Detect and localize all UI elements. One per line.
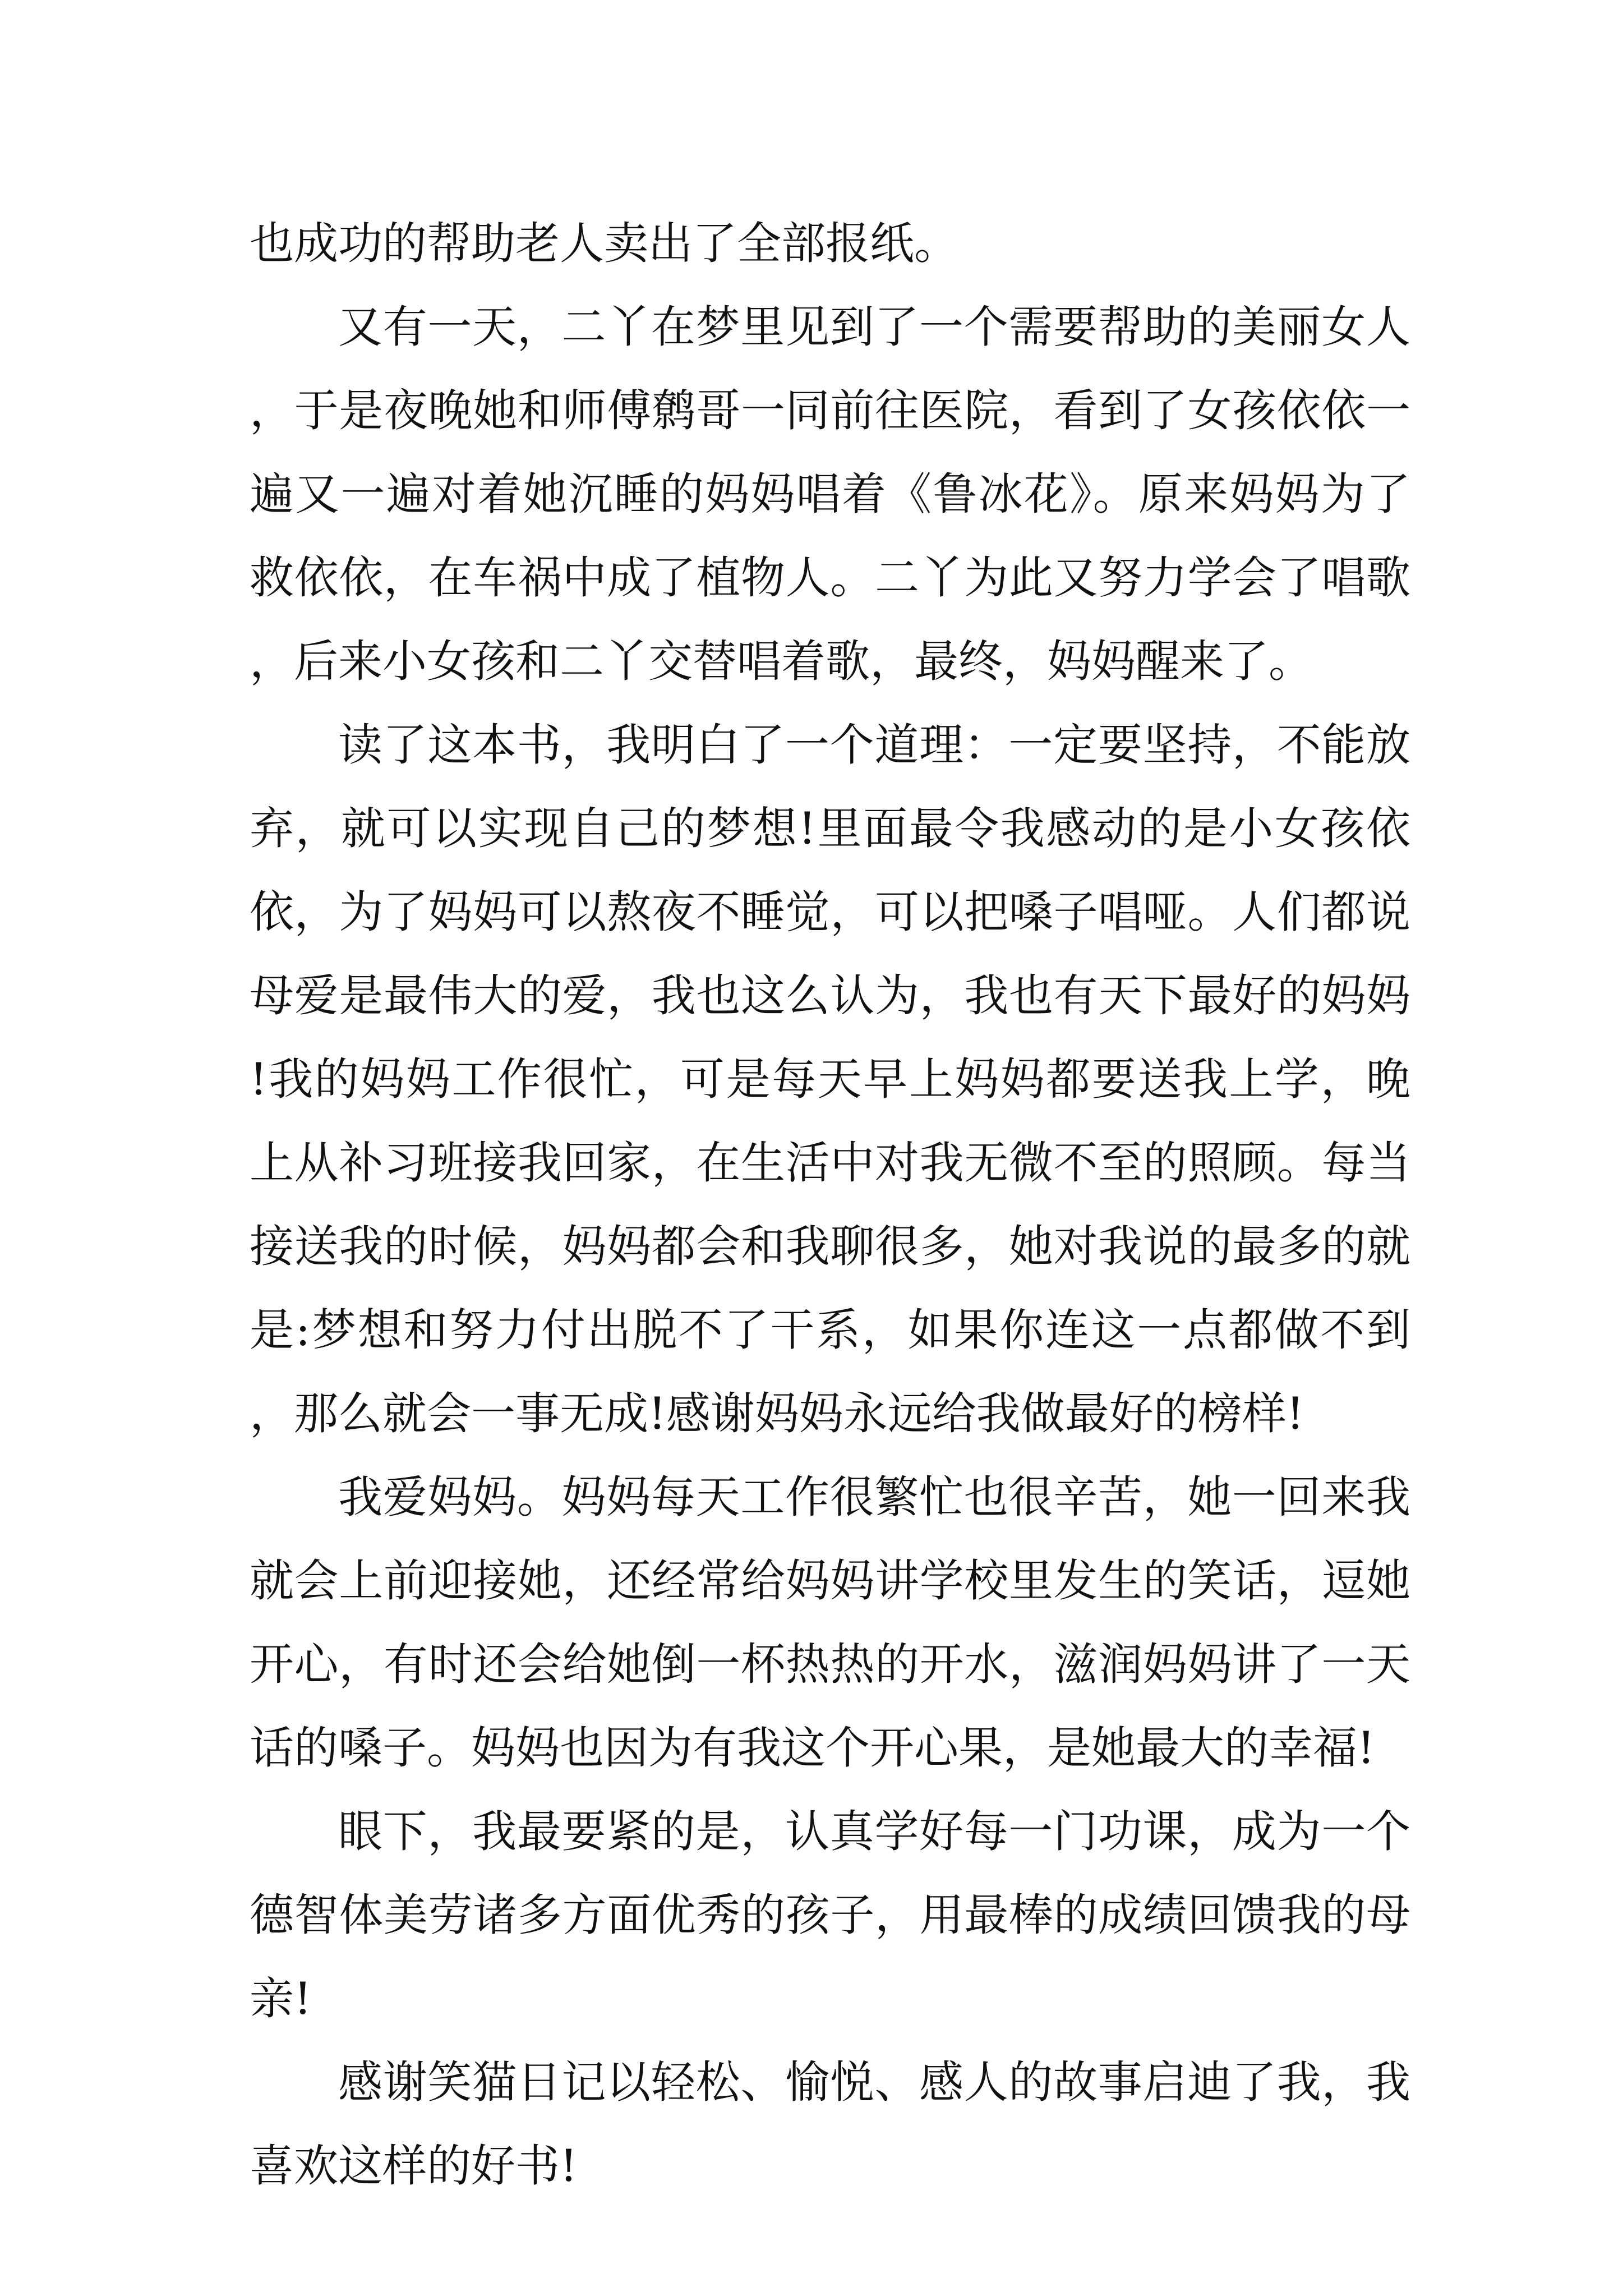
paragraph-5: 眼下，我最要紧的是，认真学好每一门功课，成为一个德智体美劳诸多方面优秀的孩子，用最棒的成绩回馈我的母亲! bbox=[250, 1806, 1410, 2024]
document-body bbox=[250, 202, 1410, 2208]
paragraph-3: 读了这本书，我明白了一个道理：一定要坚持，不能放弃，就可以实现自己的梦想!里面最令我感动的是小女孩依依，为了妈妈可以熬夜不睡觉，可以把嗓子唱哑。人们都说母爱是最伟大的爱，我也这么认为，我也有天下最好的妈妈!我的妈妈工作很忙，可是每天早上妈妈都要送我上学，晚上从补习班接我回家，在生活中对我无微不至的照顾。每当接送我的时候，妈妈都会和我聊很多，她对我说的最多的就是:梦想和努力付出脱不了干系，如果你连这一点都做不到，那么就会一事无成!感谢妈妈永远给我做最好的榜样! bbox=[250, 719, 1410, 1439]
paragraph-4: 我爱妈妈。妈妈每天工作很繁忙也很辛苦，她一回来我就会上前迎接她，还经常给妈妈讲学校里发生的笑话，逗她开心，有时还会给她倒一杯热热的开水，滋润妈妈讲了一天话的嗓子。妈妈也因为有我这个开心果，是她最大的幸福! bbox=[250, 1471, 1410, 1774]
paragraph-1: 也成功的帮助老人卖出了全部报纸。 bbox=[250, 218, 958, 269]
paragraph-2: 又有一天，二丫在梦里见到了一个需要帮助的美丽女人，于是夜晚她和师傅鹩哥一同前往医院，看到了女孩依依一遍又一遍对着她沉睡的妈妈唱着《鲁冰花》。原来妈妈为了救依依，在车祸中成了植物人。二丫为此又努力学会了唱歌，后来小女孩和二丫交替唱着歌，最终，妈妈醒来了。 bbox=[250, 301, 1410, 687]
paragraph-6: 感谢笑猫日记以轻松、愉悦、感人的故事启迪了我，我喜欢这样的好书! bbox=[250, 2056, 1410, 2192]
